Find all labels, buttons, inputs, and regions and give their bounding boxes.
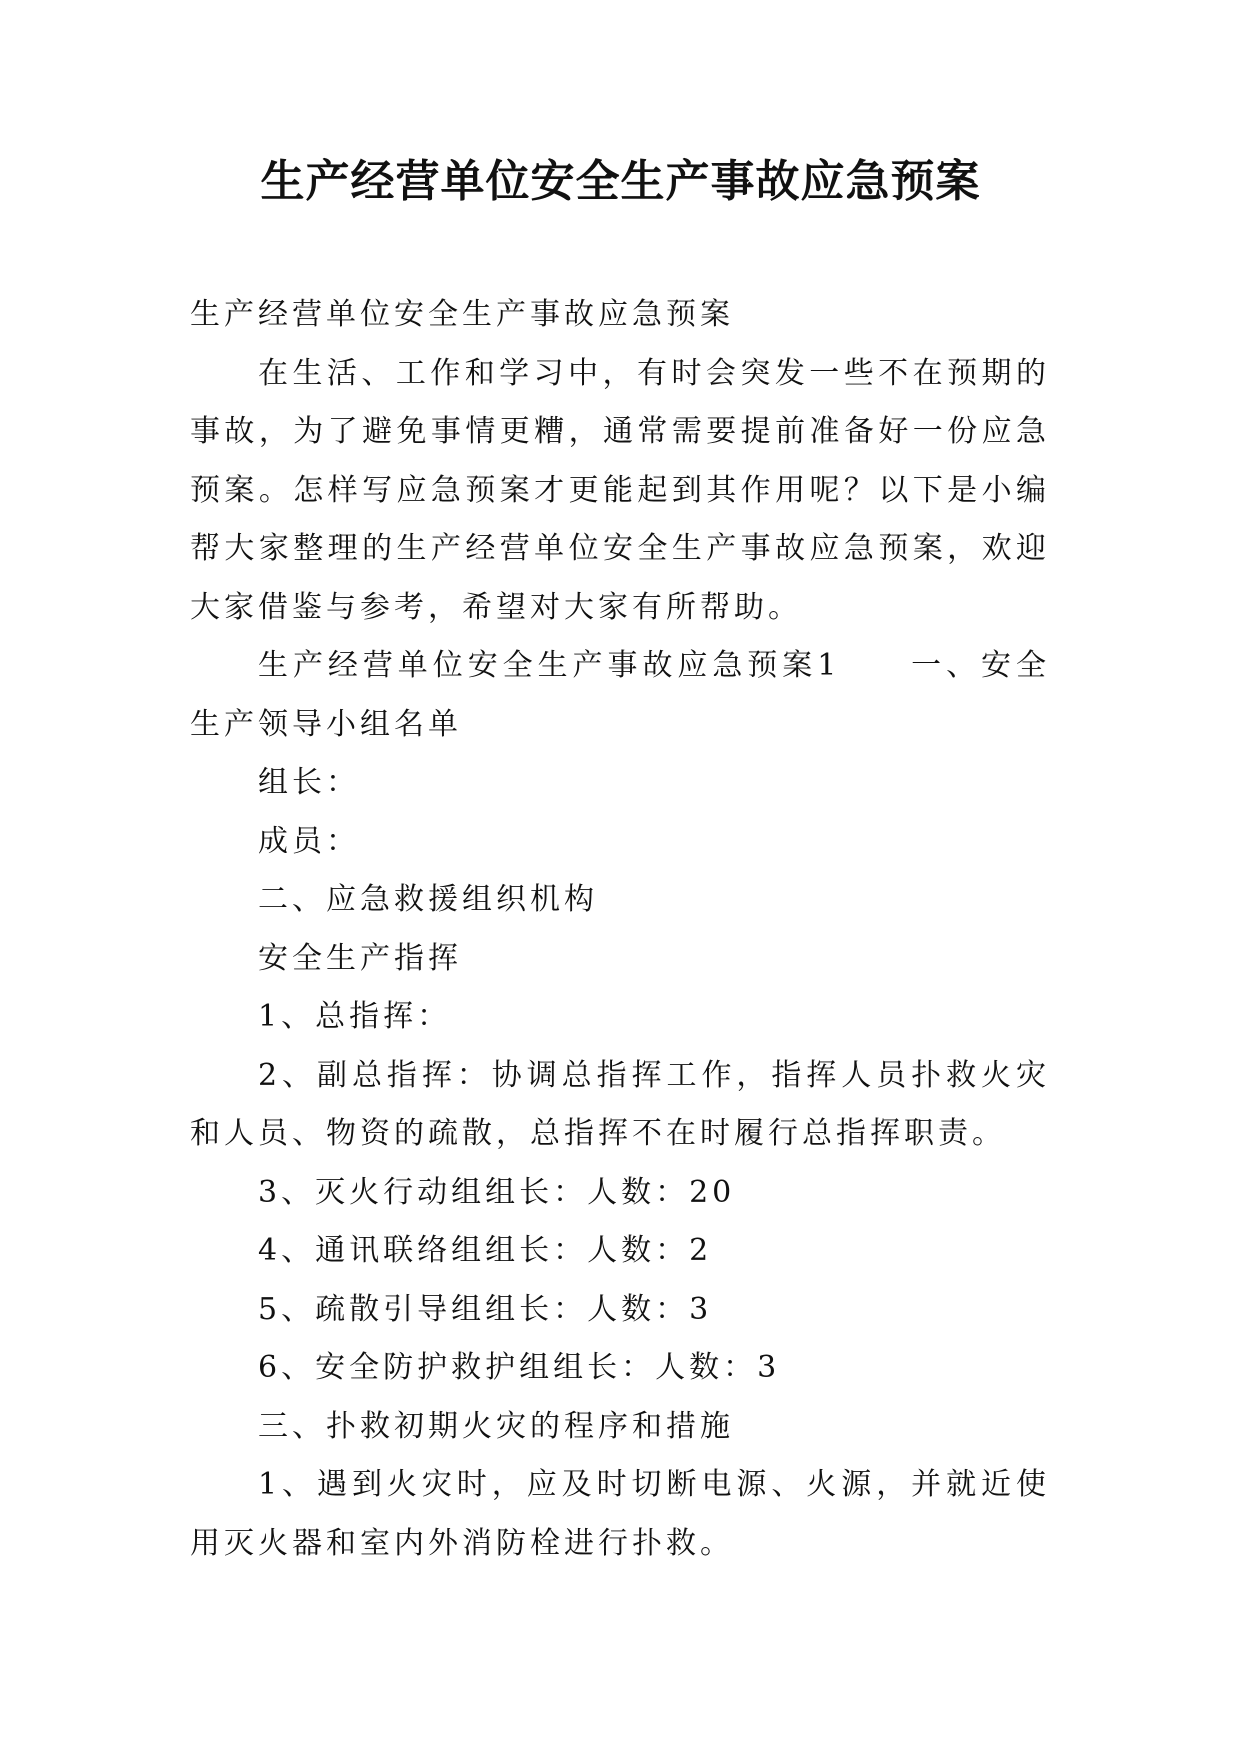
section-heading-organization: 二、应急救援组织机构 [258, 882, 598, 917]
list-item-communication-team: 4、通讯联络组组长：人数：2 [258, 1233, 713, 1268]
document-title: 生产经营单位安全生产事故应急预案 [260, 156, 981, 207]
list-item-rescue-team: 6、安全防护救护组组长：人数：3 [258, 1350, 781, 1385]
document-body [190, 286, 1050, 1573]
team-leader-line: 组长： [258, 765, 360, 800]
intro-paragraph: 在生活、工作和学习中，有时会突发一些不在预期的事故，为了避免事情更糟，通常需要提前准备好一份应急预案。怎样写应急预案才更能起到其作用呢？以下是小编帮大家整理的生产经营单位安全生产事故应急预案，欢迎大家借鉴与参考，希望对大家有所帮助。 [190, 355, 1050, 625]
list-item-fire-measure-1: 1、遇到火灾时，应及时切断电源、火源，并就近使用灭火器和室内外消防栓进行扑救。 [190, 1467, 1050, 1561]
team-members-line: 成员： [258, 823, 360, 859]
section-heading-leadership: 生产经营单位安全生产事故应急预案1 一、安全生产领导小组名单 [190, 648, 1050, 742]
subtitle-paragraph: 生产经营单位安全生产事故应急预案 [190, 297, 734, 332]
list-item-commander: 1、总指挥： [258, 999, 452, 1034]
command-heading: 安全生产指挥 [258, 940, 462, 976]
list-item-firefighting-team: 3、灭火行动组组长：人数：20 [258, 1174, 736, 1210]
list-item-deputy-commander: 2、副总指挥：协调总指挥工作，指挥人员扑救火灾和人员、物资的疏散，总指挥不在时履行总指挥职责。 [190, 1057, 1050, 1151]
list-item-evacuation-team: 5、疏散引导组组长：人数：3 [258, 1291, 713, 1327]
section-heading-fire-procedure: 三、扑救初期火灾的程序和措施 [258, 1408, 734, 1444]
